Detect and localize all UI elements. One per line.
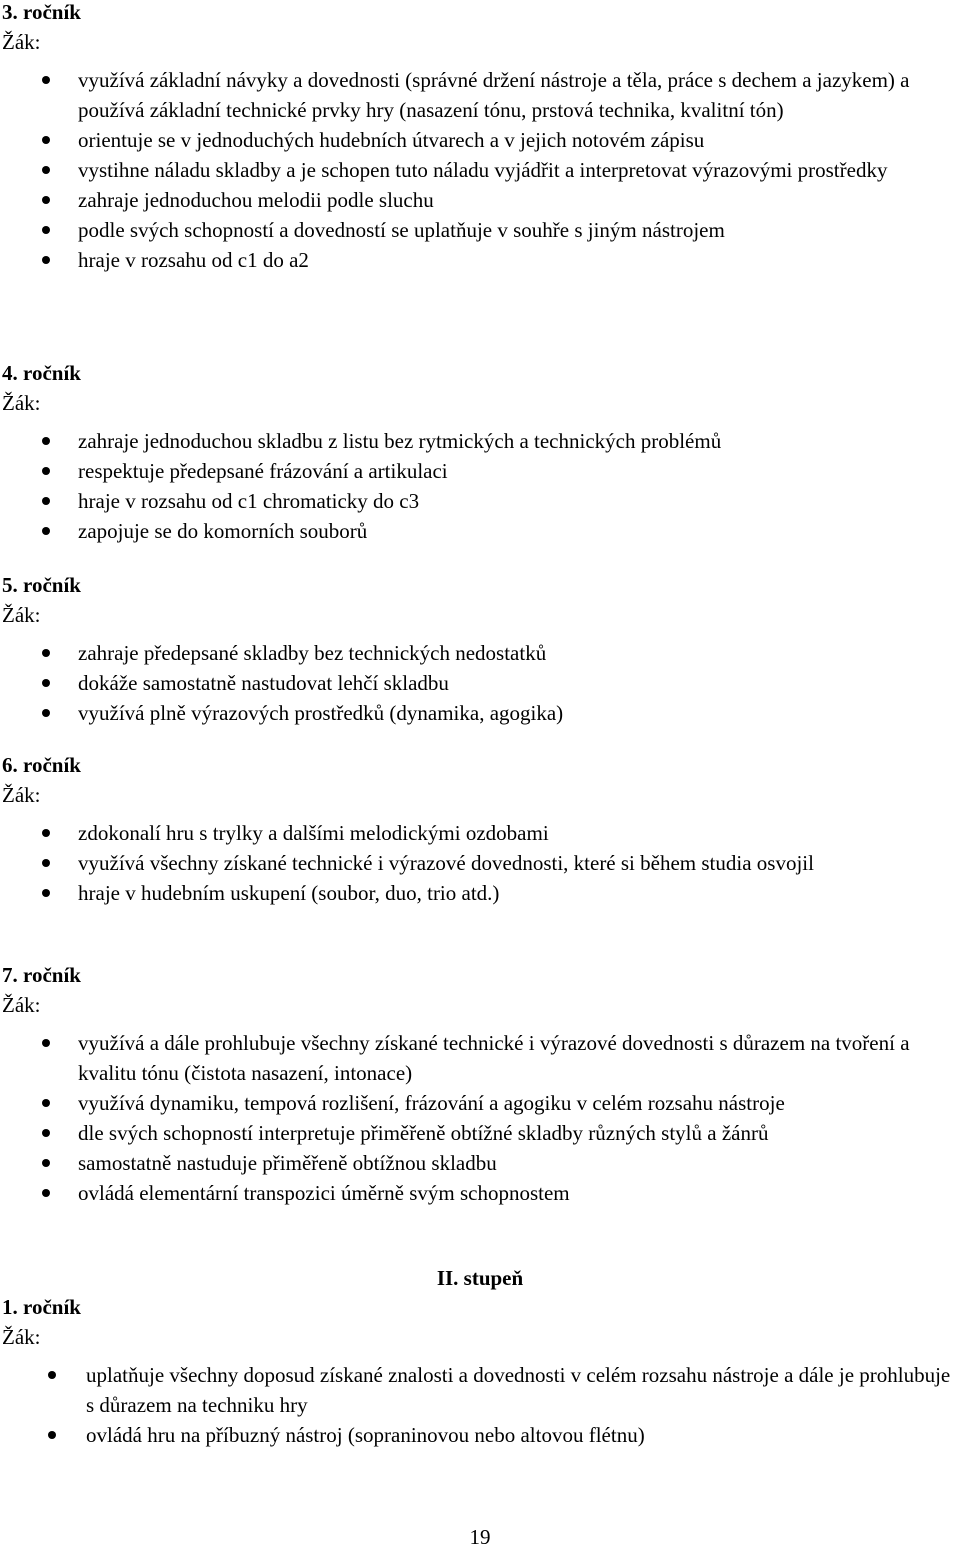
- list-item: hraje v rozsahu od c1 do a2: [2, 245, 957, 275]
- section-grade-4: [2, 358, 957, 546]
- section-heading: 4. ročník: [2, 361, 81, 385]
- list-item: hraje v hudebním uskupení (soubor, duo, trio atd.): [2, 878, 957, 908]
- list-item: samostatně nastuduje přiměřeně obtížnou skladbu: [2, 1148, 957, 1178]
- bullet-icon: [42, 196, 50, 204]
- student-label: Žák:: [2, 783, 41, 807]
- outcomes-list: [2, 818, 957, 908]
- section-heading: 7. ročník: [2, 963, 81, 987]
- bullet-icon: [42, 889, 50, 897]
- list-item: využívá a dále prohlubuje všechny získané technické i výrazové dovednosti s důrazem na tvoření a kvalitu tónu (čistota nasazení, intonace): [2, 1028, 957, 1088]
- list-item: zahraje předepsané skladby bez technických nedostatků: [2, 638, 957, 668]
- outcomes-list: [2, 65, 957, 275]
- section-grade-5: [2, 570, 957, 728]
- student-label: Žák:: [2, 603, 41, 627]
- section-heading: 1. ročník: [2, 1295, 81, 1319]
- section-heading: 6. ročník: [2, 753, 81, 777]
- list-item: dokáže samostatně nastudovat lehčí skladbu: [2, 668, 957, 698]
- list-item: využívá základní návyky a dovednosti (správné držení nástroje a těla, práce s dechem a jazykem) a používá základní technické prvky hry (nasazení tónu, prstová technika, kvalitní tón): [2, 65, 957, 125]
- student-label: Žák:: [2, 30, 41, 54]
- bullet-icon: [48, 1431, 56, 1439]
- bullet-icon: [42, 76, 50, 84]
- list-item: zahraje jednoduchou skladbu z listu bez rytmických a technických problémů: [2, 426, 957, 456]
- bullet-icon: [42, 497, 50, 505]
- bullet-icon: [42, 226, 50, 234]
- bullet-icon: [48, 1371, 56, 1379]
- student-label: Žák:: [2, 391, 41, 415]
- outcomes-list: [2, 638, 957, 728]
- stage-title: II. stupeň: [436, 1266, 524, 1290]
- bullet-icon: [42, 1099, 50, 1107]
- list-item: ovládá elementární transpozici úměrně svým schopnostem: [2, 1178, 957, 1208]
- bullet-icon: [42, 1189, 50, 1197]
- list-item: využívá plně výrazových prostředků (dynamika, agogika): [2, 698, 957, 728]
- outcomes-list: [2, 1028, 957, 1208]
- section-stage2-grade-1: [2, 1292, 957, 1450]
- bullet-icon: [42, 166, 50, 174]
- list-item: respektuje předepsané frázování a artikulaci: [2, 456, 957, 486]
- section-heading: 3. ročník: [2, 0, 81, 24]
- list-item: orientuje se v jednoduchých hudebních útvarech a v jejich notovém zápisu: [2, 125, 957, 155]
- list-item: hraje v rozsahu od c1 chromaticky do c3: [2, 486, 957, 516]
- list-item: vystihne náladu skladby a je schopen tuto náladu vyjádřit a interpretovat výrazovými prostředky: [2, 155, 957, 185]
- list-item: zapojuje se do komorních souborů: [2, 516, 957, 546]
- bullet-icon: [42, 859, 50, 867]
- bullet-icon: [42, 1039, 50, 1047]
- bullet-icon: [42, 256, 50, 264]
- list-item: ovládá hru na příbuzný nástroj (sopraninovou nebo altovou flétnu): [2, 1420, 957, 1450]
- list-item: dle svých schopností interpretuje přiměřeně obtížné skladby různých stylů a žánrů: [2, 1118, 957, 1148]
- section-grade-6: [2, 750, 957, 908]
- section-grade-7: [2, 960, 957, 1208]
- section-heading: 5. ročník: [2, 573, 81, 597]
- list-item: využívá všechny získané technické i výrazové dovednosti, které si během studia osvojil: [2, 848, 957, 878]
- list-item: zahraje jednoduchou melodii podle sluchu: [2, 185, 957, 215]
- bullet-icon: [42, 437, 50, 445]
- bullet-icon: [42, 1129, 50, 1137]
- student-label: Žák:: [2, 1325, 41, 1349]
- list-item: zdokonalí hru s trylky a dalšími melodickými ozdobami: [2, 818, 957, 848]
- list-item: využívá dynamiku, tempová rozlišení, frázování a agogiku v celém rozsahu nástroje: [2, 1088, 957, 1118]
- student-label: Žák:: [2, 993, 41, 1017]
- bullet-icon: [42, 527, 50, 535]
- page-number: 19: [469, 1525, 491, 1549]
- bullet-icon: [42, 709, 50, 717]
- bullet-icon: [42, 829, 50, 837]
- list-item: uplatňuje všechny doposud získané znalosti a dovednosti v celém rozsahu nástroje a dále je prohlubuje s důrazem na techniku hry: [2, 1360, 957, 1420]
- bullet-icon: [42, 1159, 50, 1167]
- outcomes-list: [2, 426, 957, 546]
- outcomes-list: [2, 1360, 957, 1450]
- section-grade-3: [2, 0, 957, 275]
- list-item: podle svých schopností a dovedností se uplatňuje v souhře s jiným nástrojem: [2, 215, 957, 245]
- bullet-icon: [42, 136, 50, 144]
- bullet-icon: [42, 649, 50, 657]
- bullet-icon: [42, 679, 50, 687]
- bullet-icon: [42, 467, 50, 475]
